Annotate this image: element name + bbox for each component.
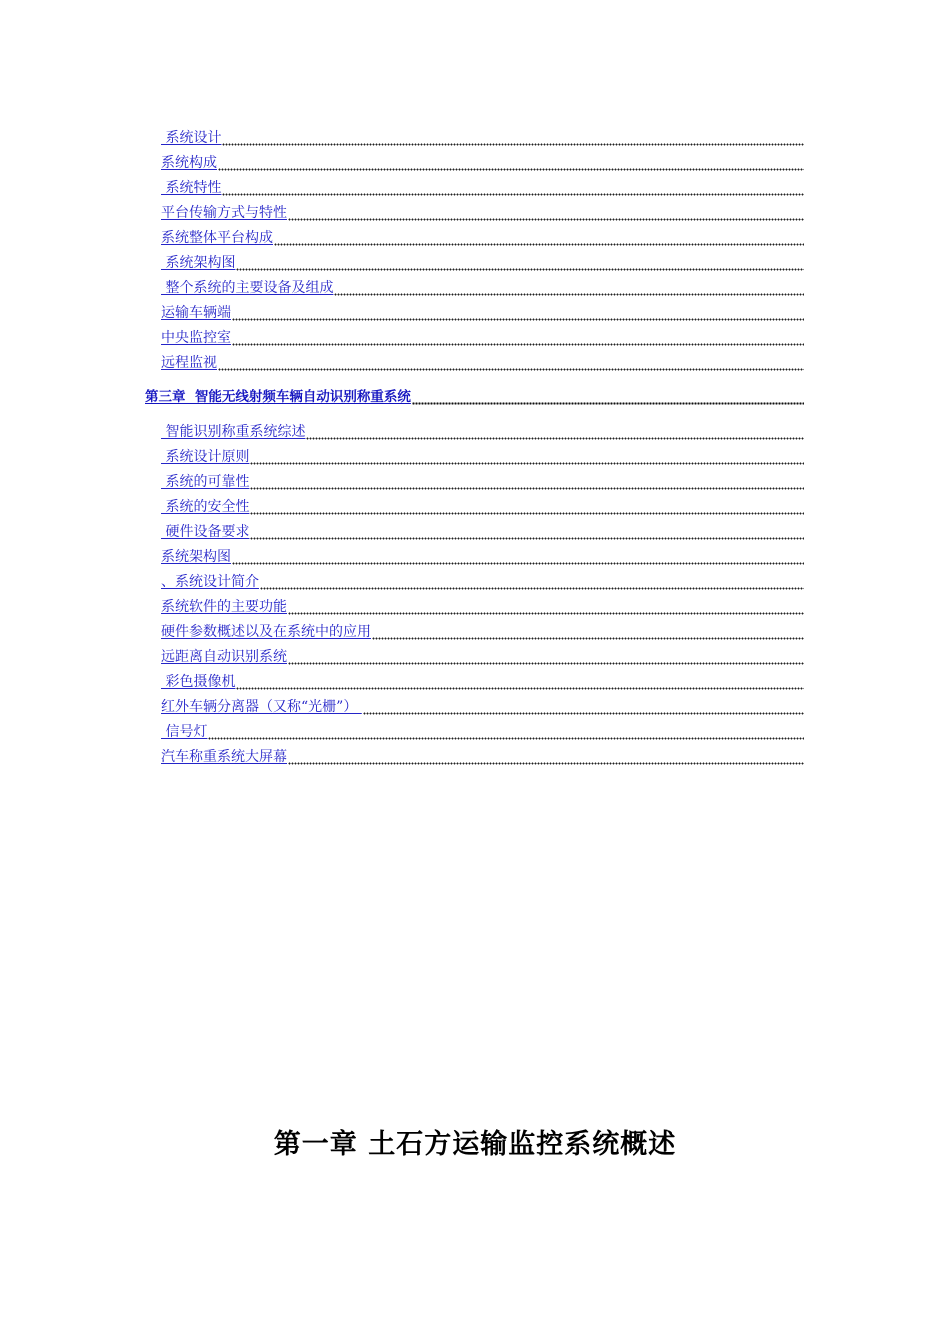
toc-entry-label[interactable]: 彩色摄像机 (161, 674, 236, 690)
toc-entry[interactable] (161, 646, 804, 666)
toc-leader-dots (218, 354, 804, 372)
toc-chapter-label[interactable]: 第三章 智能无线射频车辆自动识别称重系统 (145, 389, 411, 405)
toc-chapter-entry[interactable] (145, 386, 804, 406)
toc-leader-dots (288, 648, 804, 666)
toc-entry[interactable] (161, 696, 804, 716)
toc-entry-label[interactable]: 系统架构图 (161, 549, 231, 565)
toc-entry-label[interactable]: 系统软件的主要功能 (161, 599, 287, 615)
toc-entry[interactable] (161, 421, 804, 441)
toc-entry[interactable] (161, 446, 804, 466)
toc-leader-dots (306, 423, 804, 441)
toc-entry-label[interactable]: 运输车辆端 (161, 305, 231, 321)
toc-leader-dots (218, 154, 804, 172)
toc-entry[interactable] (161, 621, 804, 641)
toc-entry[interactable] (161, 352, 804, 372)
toc-leader-dots (232, 548, 804, 566)
toc-entry[interactable] (161, 571, 804, 591)
toc-entry[interactable] (161, 202, 804, 222)
toc-entry-label[interactable]: 中央监控室 (161, 330, 231, 346)
toc-entry[interactable] (161, 746, 804, 766)
toc-leader-dots (250, 523, 804, 541)
toc-entry[interactable] (161, 671, 804, 691)
toc-entry[interactable] (161, 496, 804, 516)
toc-entry[interactable] (161, 546, 804, 566)
toc-leader-dots (232, 304, 804, 322)
toc-entry-label[interactable]: 远距离自动识别系统 (161, 649, 287, 665)
toc-leader-dots (250, 498, 804, 516)
toc-leader-dots (208, 723, 804, 741)
toc-leader-dots (363, 698, 804, 716)
toc-leader-dots (232, 329, 804, 347)
toc-leader-dots (250, 448, 804, 466)
toc-entry-label[interactable]: 硬件参数概述以及在系统中的应用 (161, 624, 371, 640)
toc-leader-dots (222, 179, 804, 197)
toc-entry-label[interactable]: 系统特性 (161, 180, 222, 196)
toc-entry[interactable] (161, 127, 804, 147)
toc-entry-label[interactable]: 系统设计原则 (161, 449, 250, 465)
toc-entry-label[interactable]: 远程监视 (161, 355, 217, 371)
toc-leader-dots (288, 204, 804, 222)
toc-leader-dots (260, 573, 804, 591)
toc-entry[interactable] (161, 521, 804, 541)
toc-entry-label[interactable]: 红外车辆分离器（又称“光栅”） (161, 699, 362, 715)
toc-entry[interactable] (161, 721, 804, 741)
toc-entry[interactable] (161, 152, 804, 172)
toc-entry[interactable] (161, 277, 804, 297)
toc-entry[interactable] (161, 227, 804, 247)
toc-leader-dots (372, 623, 804, 641)
toc-leader-dots (236, 673, 804, 691)
toc-entry[interactable] (161, 327, 804, 347)
toc-leader-dots (222, 129, 804, 147)
toc-entry-label[interactable]: 系统的可靠性 (161, 474, 250, 490)
toc-entry[interactable] (161, 302, 804, 322)
toc-leader-dots (236, 254, 804, 272)
toc-leader-dots (288, 748, 804, 766)
toc-entry[interactable] (161, 596, 804, 616)
toc-entry-label[interactable]: 系统的安全性 (161, 499, 250, 515)
toc-entry-label[interactable]: 平台传输方式与特性 (161, 205, 287, 221)
toc-entry[interactable] (161, 177, 804, 197)
toc-entry-label[interactable]: 系统构成 (161, 155, 217, 171)
toc-entry-label[interactable]: 硬件设备要求 (161, 524, 250, 540)
toc-entry-label[interactable]: 智能识别称重系统综述 (161, 424, 306, 440)
toc-entry-label[interactable]: 系统架构图 (161, 255, 236, 271)
toc-leader-dots (250, 473, 804, 491)
toc-leader-dots (412, 388, 804, 406)
toc-entry-label[interactable]: 、系统设计简介 (161, 574, 259, 590)
chapter-heading: 第一章 土石方运输监控系统概述 (273, 1129, 677, 1160)
toc-leader-dots (274, 229, 804, 247)
toc-entry-label[interactable]: 系统设计 (161, 130, 222, 146)
toc-entry[interactable] (161, 252, 804, 272)
toc-leader-dots (288, 598, 804, 616)
toc-entry-label[interactable]: 系统整体平台构成 (161, 230, 273, 246)
toc-entry[interactable] (161, 471, 804, 491)
toc-entry-label[interactable]: 信号灯 (161, 724, 208, 740)
toc-leader-dots (334, 279, 804, 297)
toc-entry-label[interactable]: 整个系统的主要设备及组成 (161, 280, 334, 296)
toc-entry-label[interactable]: 汽车称重系统大屏幕 (161, 749, 287, 765)
